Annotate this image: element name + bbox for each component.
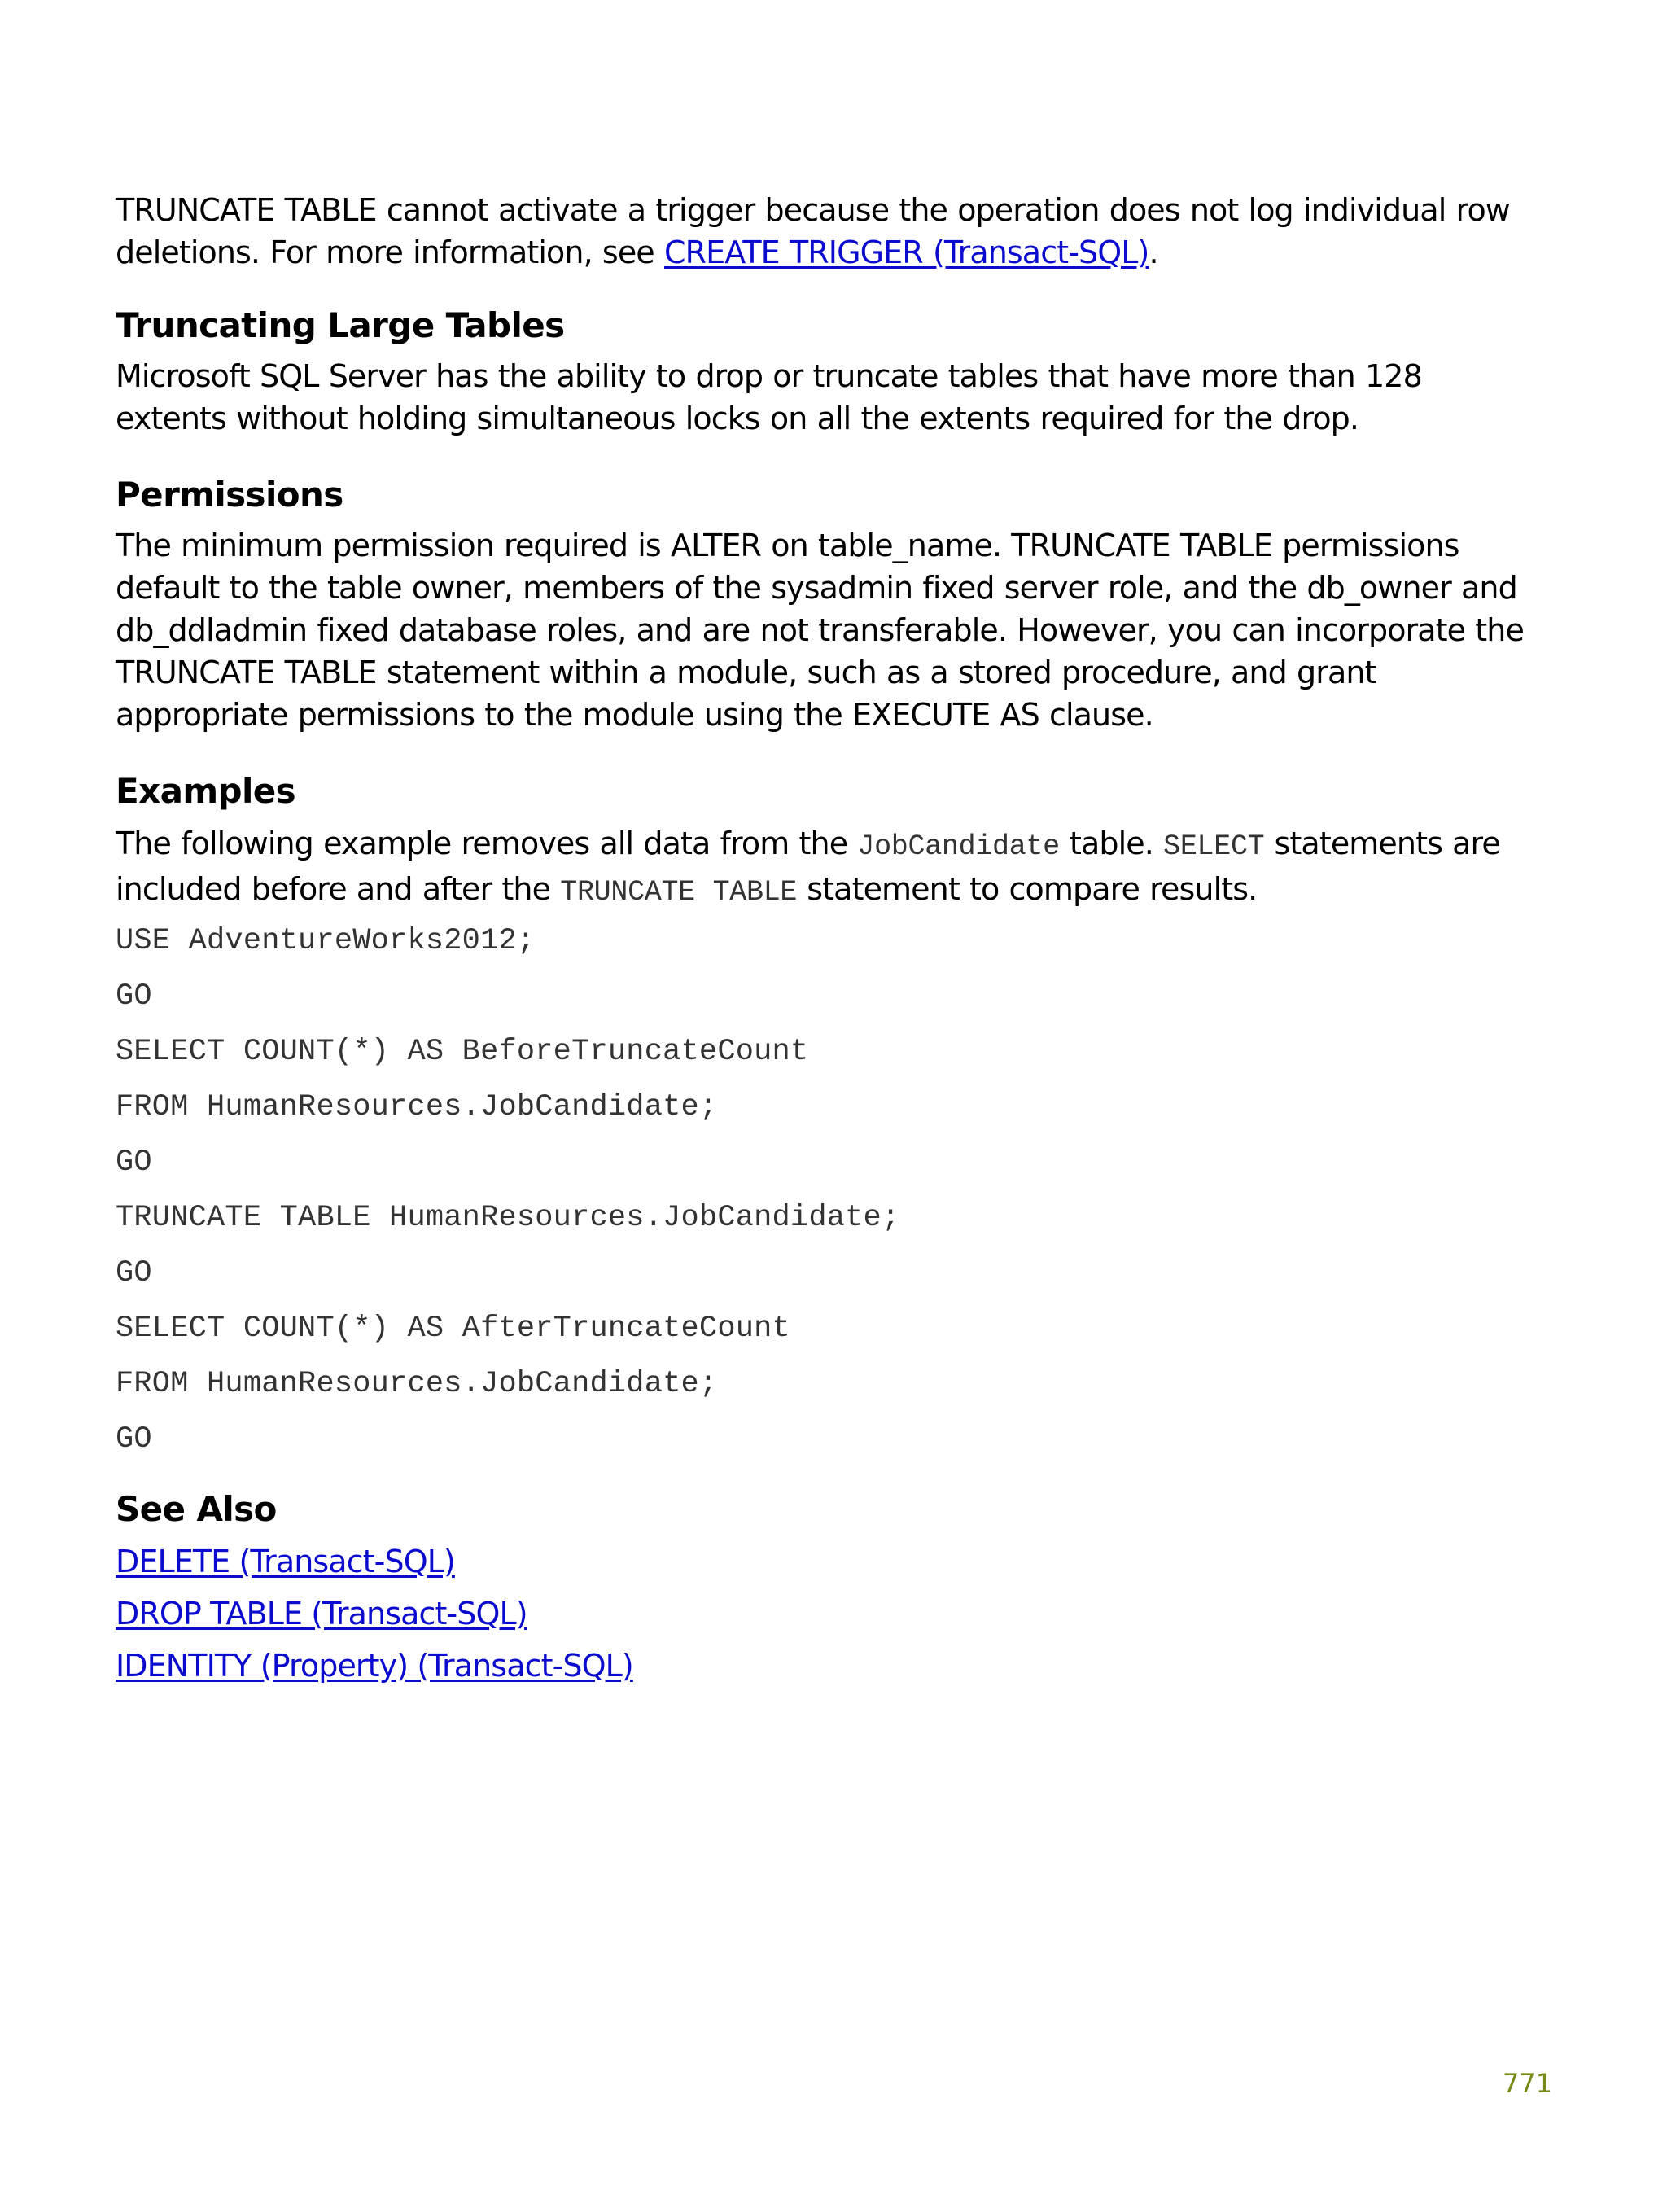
select-code: SELECT [1163,830,1265,863]
code-block [116,923,1564,1477]
page-number: 771 [1503,2068,1553,2099]
code-line: SELECT COUNT(*) AS AfterTruncateCount [116,1312,790,1346]
intro-text: TRUNCATE TABLE cannot activate a trigger because the operation does not log individual row deletions. For more information, see [116,192,1510,270]
code-line: GO [116,979,152,1014]
truncate-table-code: TRUNCATE TABLE [560,876,798,909]
drop-table-transact-sql-link[interactable]: DROP TABLE (Transact-SQL) [116,1596,527,1632]
truncating-large-tables-heading: Truncating Large Tables [116,305,565,345]
jobcandidate-code: JobCandidate [857,830,1060,863]
code-line: GO [116,1145,152,1180]
code-line: GO [116,1422,152,1456]
intro-paragraph [116,189,1516,274]
permissions-paragraph: The minimum permission required is ALTER on table_name. TRUNCATE TABLE permissions default to the table owner, members of the sysadmin fixed server role, and the db_owner and db_ddladmin fixed database roles, and are not transferable. However, you can incorporate the TRUNCATE TABLE statement within a module, such as a stored procedure, and grant appropriate permissions to the module using the EXECUTE AS clause. [116,528,1524,733]
code-line: USE AdventureWorks2012; [116,924,536,958]
see-also-heading: See Also [116,1489,277,1529]
code-line: SELECT COUNT(*) AS BeforeTruncateCount [116,1035,809,1069]
examples-intro-text-3: statements are included before and after the [116,826,1500,907]
intro-period: . [1149,234,1158,270]
truncating-large-tables-paragraph: Microsoft SQL Server has the ability to drop or truncate tables that have more than 128 extents without holding simultaneous locks on all the extents required for the drop. [116,358,1422,436]
delete-transact-sql-link[interactable]: DELETE (Transact-SQL) [116,1544,455,1579]
examples-intro-text-4: statement to compare results. [797,871,1258,907]
see-also-links [116,1535,1564,1692]
examples-intro-paragraph [116,822,1516,913]
identity-property-transact-sql-link[interactable]: IDENTITY (Property) (Transact-SQL) [116,1648,633,1684]
examples-heading: Examples [116,771,296,811]
permissions-heading: Permissions [116,475,343,515]
examples-intro-text-1: The following example removes all data from the [116,826,858,861]
code-line: TRUNCATE TABLE HumanResources.JobCandidate; [116,1201,900,1235]
code-line: FROM HumanResources.JobCandidate; [116,1090,718,1124]
examples-intro-text-2: table. [1059,826,1164,861]
document-page [116,189,1564,1692]
create-trigger-link[interactable]: CREATE TRIGGER (Transact-SQL) [663,234,1149,270]
code-line: FROM HumanResources.JobCandidate; [116,1367,718,1401]
code-line: GO [116,1256,152,1290]
